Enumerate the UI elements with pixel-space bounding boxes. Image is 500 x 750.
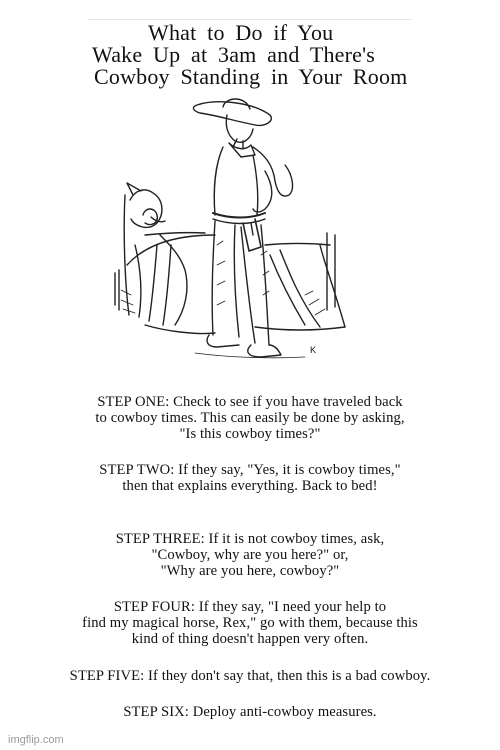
step-one-line-3: "Is this cowboy times?" xyxy=(179,426,321,442)
artist-signature: K xyxy=(310,345,317,355)
title-line-2: Wake Up at 3am and There's xyxy=(92,42,376,67)
page-title xyxy=(0,22,500,88)
step-two xyxy=(0,462,500,494)
step-six xyxy=(0,704,500,720)
step-three-line-2: "Cowboy, why are you here?" or, xyxy=(151,547,349,563)
step-five xyxy=(0,668,500,684)
step-two-line-1: STEP TWO: If they say, "Yes, it is cowboy times," xyxy=(99,462,401,478)
step-three-line-1: STEP THREE: If it is not cowboy times, ask, xyxy=(115,531,385,547)
step-four xyxy=(0,599,500,647)
step-one xyxy=(0,394,500,442)
cowboy-bedroom-illustration xyxy=(105,95,355,370)
step-four-line-3: kind of thing doesn't happen very often. xyxy=(131,631,369,647)
step-three xyxy=(0,531,500,579)
step-one-line-2: to cowboy times. This can easily be done by asking, xyxy=(95,410,405,426)
step-four-line-1: STEP FOUR: If they say, "I need your help to xyxy=(113,599,387,615)
imgflip-watermark: imgflip.com xyxy=(8,734,64,746)
bed-drawing xyxy=(115,183,345,334)
step-five-line-1: STEP FIVE: If they don't say that, then this is a bad cowboy. xyxy=(69,668,431,684)
step-one-line-1: STEP ONE: Check to see if you have traveled back xyxy=(97,394,403,410)
step-six-line-1: STEP SIX: Deploy anti-cowboy measures. xyxy=(123,704,377,720)
step-four-line-2: find my magical horse, Rex," go with them, because this xyxy=(82,615,418,631)
cowboy-drawing xyxy=(193,99,292,357)
title-line-1: What to Do if You xyxy=(148,20,334,45)
title-line-3: Cowboy Standing in Your Room xyxy=(94,64,408,89)
step-three-line-3: "Why are you here, cowboy?" xyxy=(160,563,340,579)
step-two-line-2: then that explains everything. Back to bed! xyxy=(122,478,378,494)
